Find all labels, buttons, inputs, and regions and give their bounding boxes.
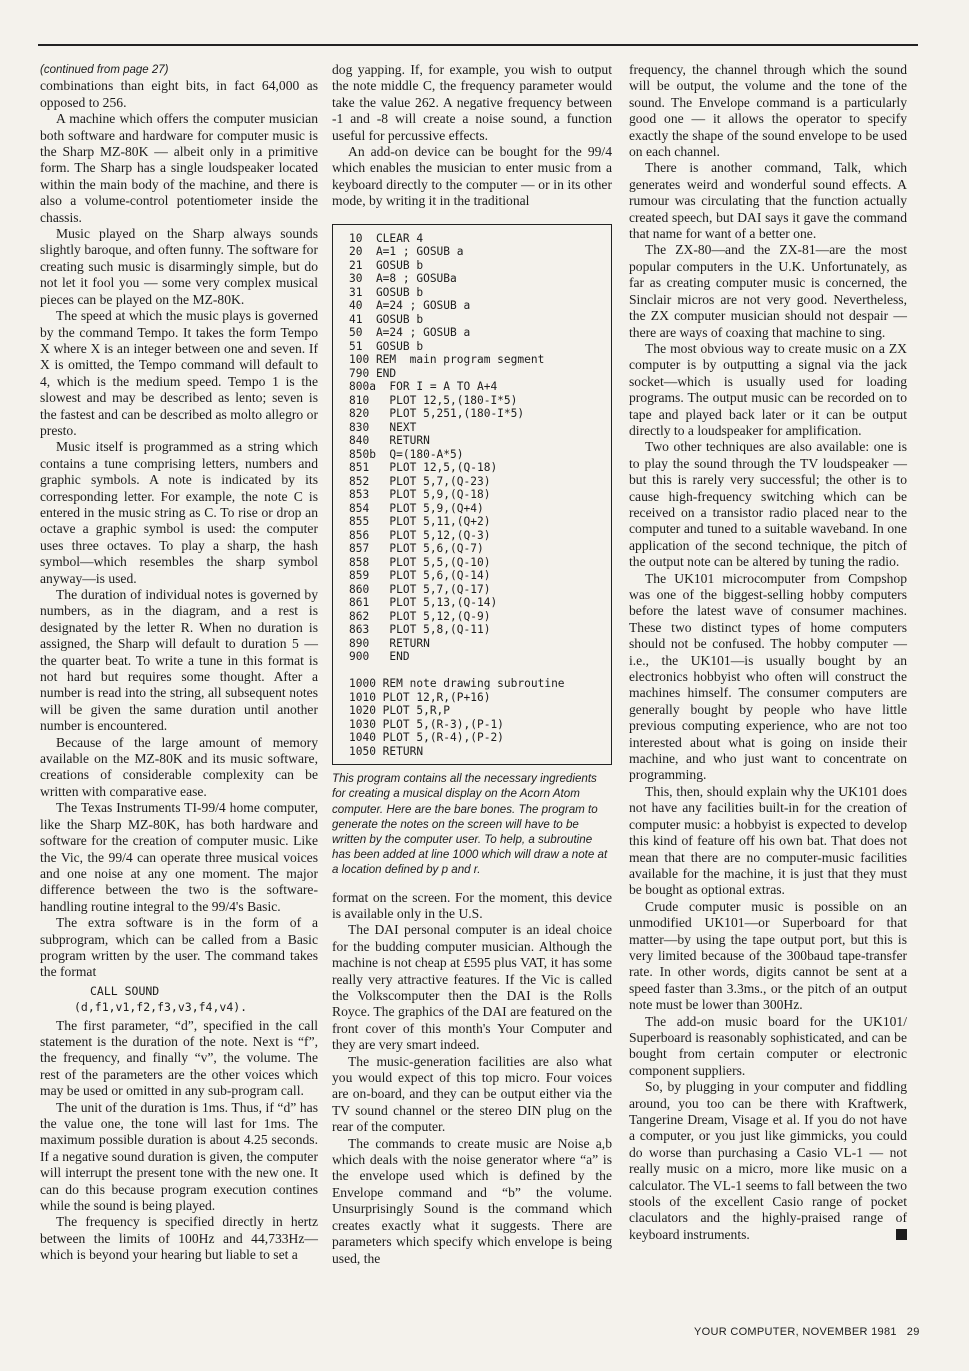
- listing-line: 840 RETURN: [349, 434, 430, 448]
- listing-caption: This program contains all the necessary ingredients for creating a musical display on the Acorn Atom computer. Here are the bare bones. The program to generate the notes on the screen will have to be written by the computer user. To help, a subroutine has been added at line 1000 which will draw a note at a location defined by p and r.: [332, 772, 608, 877]
- listing-line: 851 PLOT 12,5,(Q-18): [349, 461, 498, 475]
- listing-line: 810 PLOT 12,5,(180-I*5): [349, 393, 518, 407]
- top-rule: [38, 44, 918, 46]
- paragraph: frequency, the channel through which the sound will be output, the volume and the tone of the sound. The Envelope command is a particularly good one — it allows the operator to specify exactly the shape of the sound envelope to be used on each channel.: [629, 62, 907, 160]
- paragraph: dog yapping. If, for example, you wish to output the note middle C, the frequency parameter would take the value 262. A negative frequency between -1 and -8 will create a noise sound, a function useful for percussive effects.: [332, 62, 612, 143]
- paragraph: The music-generation facilities are also what you would expect of this top micro. Four voices are on-board, and they can be output either via the TV sound channel or the stereo DIN plug on the rear of the computer.: [332, 1053, 612, 1135]
- paragraph-text: So, by plugging in your computer and fiddling around, you too can be there with Kraftwerk, Tangerine Dream, Visage et al. If you do not have a computer, or you just like gimmicks, you could do worse than purchasing a Casio VL-1 — not really music on a micro, more like music on a calculator. The VL-1 seems to fall between the two stools of the excellent Casio range of pocket claculators and the highly-praised range of keyboard instruments.: [629, 1079, 907, 1242]
- column-1: [40, 62, 318, 1264]
- listing-line: 860 PLOT 5,7,(Q-17): [349, 582, 491, 596]
- paragraph: Crude computer music is possible on an unmodified UK101—or Superboard for that matter—by using the tape output port, but this is very limited because of the 300baud tape-transfer rate. In other words, digits cannot be sent at a speed faster than 3.3ms., or the pitch of an output note must be lower than 300Hz.: [629, 898, 907, 1013]
- paragraph: The UK101 microcomputer from Compshop was one of the biggest-selling hobby computers before the latest wave of consumer machines. These two distinct types of home computers should not be confused. The hobby computer — i.e., the UK101—is usually bought by an electronics hobbyist who often will construct the machines himself. The consumer computers are generally bought by people who have little previous computing experience, who are not too interested about what is going on inside their machine, and who just want to concentrate on programming.: [629, 570, 907, 783]
- listing-line: 1030 PLOT 5,(R-3),(P-1): [349, 717, 504, 731]
- paragraph: The extra software is in the form of a subprogram, which can be called from a Basic program written by the user. The command takes the format: [40, 915, 318, 980]
- paragraph: The frequency is specified directly in hertz between the limits of 100Hz and 44,733Hz—which is beyond your hearing but liable to set a: [40, 1214, 318, 1263]
- listing-line: 855 PLOT 5,11,(Q+2): [349, 515, 491, 529]
- paragraph: There is another command, Talk, which generates weird and wonderful sound effects. A rumour was circulating that the function actually created speech, but DAI says it gave the command that name for want of a better one.: [629, 160, 907, 242]
- listing-line: 1000 REM note drawing subroutine: [349, 677, 565, 691]
- listing-line: 850b Q=(180-A*5): [349, 447, 464, 461]
- program-listing: [332, 224, 612, 766]
- listing-line: 861 PLOT 5,13,(Q-14): [349, 596, 498, 610]
- listing-line: 853 PLOT 5,9,(Q-18): [349, 488, 491, 502]
- paragraph: format on the screen. For the moment, this device is available only in the U.S.: [332, 889, 612, 921]
- end-mark-icon: [896, 1229, 907, 1240]
- paragraph: The add-on music board for the UK101/ Superboard is reasonably sophisticated, and can be bought from certain computer or electronic component suppliers.: [629, 1013, 907, 1078]
- listing-line: 1050 RETURN: [349, 744, 424, 758]
- listing-line: 40 A=24 ; GOSUB a: [349, 299, 471, 313]
- listing-line: 830 NEXT: [349, 420, 417, 434]
- column-3: [629, 62, 907, 1243]
- paragraph: This, then, should explain why the UK101 does not have any facilities built-in for the creation of computer music: a hobbyist is expected to develop this kind of feature off his own bat. That does not mean that there are no computer-music facilities available for the machine, it is just that they must be bought as optional extras.: [629, 783, 907, 898]
- paragraph-last: [629, 1079, 907, 1243]
- page-footer: [694, 1326, 920, 1338]
- listing-line: 863 PLOT 5,8,(Q-11): [349, 623, 491, 637]
- listing-line: 890 RETURN: [349, 636, 430, 650]
- paragraph: Two other techniques are also available: one is to play the sound through the TV loudspeaker —but this is rarely very successful; the other is to cause high-frequency switching which can be received on a transistor radio placed near to the computer and tuned to a suitable waveband. In one application of the second technique, the pitch of the output note can be altered by tuning the radio.: [629, 439, 907, 570]
- magazine-issue: YOUR COMPUTER, NOVEMBER 1981: [694, 1326, 897, 1338]
- paragraph: Music played on the Sharp always sounds slightly baroque, and often funny. The software for creating such music is disarmingly simple, but do not let it fool you — some very complex musical pieces can be played on the MZ-80K.: [40, 226, 318, 307]
- listing-line: 21 GOSUB b: [349, 258, 424, 272]
- listing-line: 51 GOSUB b: [349, 339, 424, 353]
- listing-line: 100 REM main program segment: [349, 353, 545, 367]
- listing-line: 20 A=1 ; GOSUB a: [349, 245, 464, 259]
- paragraph: The unit of the duration is 1ms. Thus, if “d” has the value one, the tone will last for 1ms. The maximum possible duration is about 4.25 seconds. If a negative sound duration is given, the computer will interrupt the present tone with the new one. It can do this because program execution contines while the sound is being played.: [40, 1099, 318, 1214]
- listing-line: 900 END: [349, 650, 410, 664]
- listing-line: 1010 PLOT 12,R,(P+16): [349, 690, 491, 704]
- listing-line: 856 PLOT 5,12,(Q-3): [349, 528, 491, 542]
- listing-line: 852 PLOT 5,7,(Q-23): [349, 474, 491, 488]
- paragraph: A machine which offers the computer musician both software and hardware for computer music is the Sharp MZ-80K — albeit only in a primitive form. The Sharp has a single loudspeaker located within the main body of the machine, and there is also a volume-control potentiometer inside the chassis.: [40, 111, 318, 225]
- paragraph: The DAI personal computer is an ideal choice for the budding computer musician. Although the machine is not cheap at £595 plus VAT, it has some really very attractive features. If the Vic is called the Volkscomputer then the DAI is the Rolls Royce. The graphics of the DAI are featured on the front cover of this month's Your Computer and they are very smart indeed.: [332, 922, 612, 1053]
- paragraph: The speed at which the music plays is governed by the command Tempo. It takes the form Tempo X where X is an integer between one and seven. If X is omitted, the Tempo command will default to 4, which is the medium speed. Tempo 1 is the slowest and may be described as lento; seven is the fastest and can be described as molto allegro or presto.: [40, 308, 318, 438]
- paragraph: combinations than eight bits, in fact 64,000 as opposed to 256.: [40, 78, 318, 110]
- listing-line: 859 PLOT 5,6,(Q-14): [349, 569, 491, 583]
- paragraph: Music itself is programmed as a string which contains a tune comprising letters, numbers and graphic symbols. A note is indicated by its corresponding letter. For example, the note C is entered in the music string as C. To rise or drop an octave a graphic symbol is used: the computer uses three octaves. To play a sharp, the hash symbol—which resembles the sharp symbol anyway—is used.: [40, 439, 318, 586]
- listing-line: 858 PLOT 5,5,(Q-10): [349, 555, 491, 569]
- listing-line: 854 PLOT 5,9,(Q+4): [349, 501, 484, 515]
- listing-line: [349, 664, 605, 678]
- listing-line: 857 PLOT 5,6,(Q-7): [349, 542, 484, 556]
- listing-line: 820 PLOT 5,251,(180-I*5): [349, 407, 525, 421]
- listing-line: 10 CLEAR 4: [349, 231, 424, 245]
- listing-line: 41 GOSUB b: [349, 312, 424, 326]
- column-2: [332, 62, 612, 1267]
- paragraph: The most obvious way to create music on a ZX computer is by outputting a signal via the jack socket—which is usually used for loading programs. The output music can be recorded on to tape and played back later or it can be output directly to a loudspeaker for amplification.: [629, 340, 907, 438]
- paragraph: The Texas Instruments TI-99/4 home computer, like the Sharp MZ-80K, has both hardware and software for the creation of computer music. Like the Vic, the 99/4 can operate three musical voices and one noise at any one moment. The major difference between the two is the software-handling routine integral to the 99/4's Basic.: [40, 800, 318, 914]
- listing-line: 31 GOSUB b: [349, 285, 424, 299]
- paragraph: An add-on device can be bought for the 99/4 which enables the musician to enter music from a keyboard directly to the computer — or in its other mode, by writing it in the traditional: [332, 144, 612, 209]
- listing-line: 1040 PLOT 5,(R-4),(P-2): [349, 731, 504, 745]
- listing-line: 862 PLOT 5,12,(Q-9): [349, 609, 491, 623]
- listing-line: 800a FOR I = A TO A+4: [349, 380, 498, 394]
- listing-line: 50 A=24 ; GOSUB a: [349, 326, 471, 340]
- listing-line: 30 A=8 ; GOSUBa: [349, 272, 457, 286]
- paragraph: The first parameter, “d”, specified in the call statement is the duration of the note. Next is “f”, the frequency, and finally “v”, the volume. The rest of the parameters are the other voices which may be used or omitted in any sub-program call.: [40, 1017, 318, 1099]
- paragraph: The ZX-80—and the ZX-81—are the most popular computers in the U.K. Unfortunately, as far as creating computer music is concerned, the Sinclair micros are not very good. Nevertheless, the ZX computer musician should not despair — there are ways of coaxing that machine to sing.: [629, 242, 907, 340]
- paragraph: The duration of individual notes is governed by numbers, as in the diagram, and a rest is designated by the letter R. When no duration is assigned, the Sharp will default to duration 5 — the quarter beat. To write a tune in this format is not hard but requires some thought. After a number is read into the string, all subsequent notes will be given the same duration until another number is encountered.: [40, 587, 318, 734]
- paragraph: The commands to create music are Noise a,b which deals with the noise generator where “a” is the envelope used which is defined by the Envelope command and “b” the volume. Unsurprisingly Sound is the command which creates exactly what it suggests. There are parameters which specify which envelope is being used, the: [332, 1135, 612, 1266]
- call-sound-format: CALL SOUND (d,f1,v1,f2,f3,v3,f4,v4).: [74, 983, 248, 1015]
- listing-line: 1020 PLOT 5,R,P: [349, 704, 451, 718]
- listing-line: 790 END: [349, 366, 397, 380]
- paragraph: Because of the large amount of memory available on the MZ-80K and its music software, creations of considerable complexity can be written with comparative ease.: [40, 734, 318, 799]
- page-number: 29: [906, 1326, 920, 1338]
- continued-note: (continued from page 27): [40, 64, 169, 76]
